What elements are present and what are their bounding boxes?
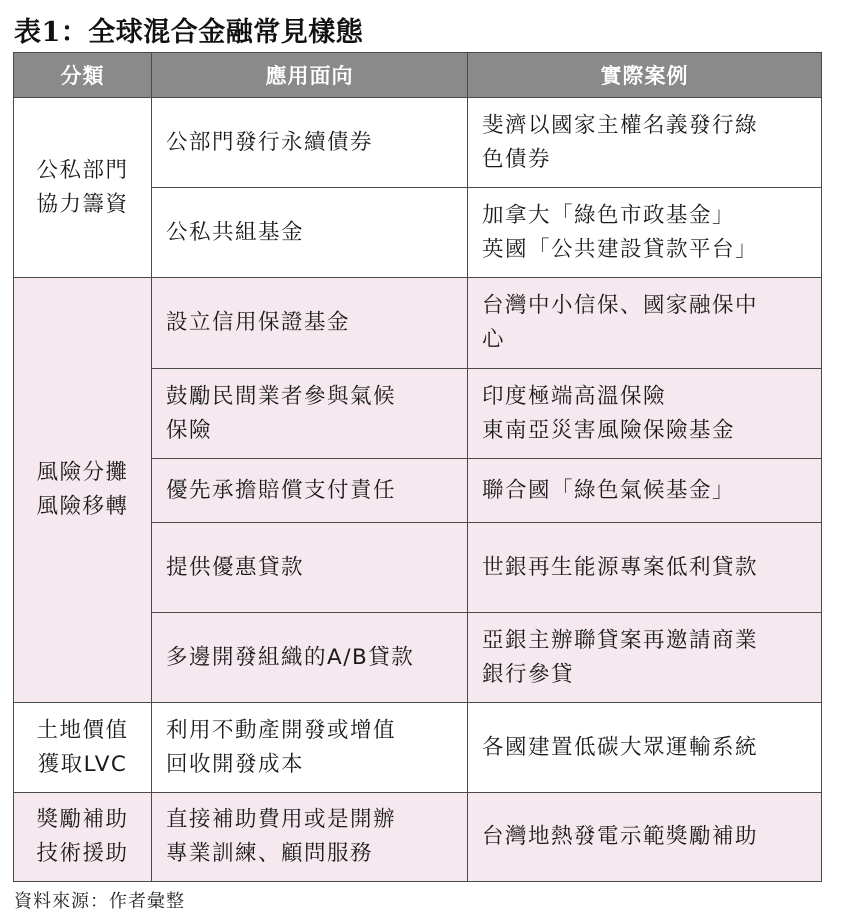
table-title: 表1：全球混合金融常見樣態 (14, 17, 364, 48)
category-cell: 風險分攤 風險移轉 (14, 278, 152, 703)
aspect-cell: 直接補助費用或是開辦 專業訓練、顧問服務 (152, 793, 468, 882)
example-cell: 台灣地熱發電示範獎勵補助 (468, 793, 822, 882)
category-cell: 獎勵補助 技術援助 (14, 793, 152, 882)
aspect-cell: 提供優惠貸款 (152, 523, 468, 613)
category-cell: 土地價值 獲取LVC (14, 703, 152, 793)
aspect-cell: 設立信用保證基金 (152, 278, 468, 369)
header-aspect: 應用面向 (152, 53, 468, 98)
aspect-cell: 利用不動產開發或增值 回收開發成本 (152, 703, 468, 793)
example-cell: 聯合國「綠色氣候基金」 (468, 459, 822, 523)
table-row (14, 793, 822, 882)
hybrid-finance-table (13, 52, 822, 882)
table-row (14, 703, 822, 793)
example-cell: 印度極端高溫保險 東南亞災害風險保險基金 (468, 369, 822, 459)
header-example: 實際案例 (468, 53, 822, 98)
example-cell: 各國建置低碳大眾運輸系統 (468, 703, 822, 793)
header-row (14, 53, 822, 98)
table-row (14, 278, 822, 369)
aspect-cell: 公私共組基金 (152, 188, 468, 278)
aspect-cell: 公部門發行永續債券 (152, 98, 468, 188)
example-cell: 世銀再生能源專案低利貸款 (468, 523, 822, 613)
aspect-cell: 多邊開發組織的A/B貸款 (152, 613, 468, 703)
aspect-cell: 鼓勵民間業者參與氣候 保險 (152, 369, 468, 459)
example-cell: 加拿大「綠色市政基金」 英國「公共建設貸款平台」 (468, 188, 822, 278)
aspect-cell: 優先承擔賠償支付責任 (152, 459, 468, 523)
example-cell: 台灣中小信保、國家融保中 心 (468, 278, 822, 369)
source-note: 資料來源：作者彙整 (14, 891, 185, 912)
example-cell: 斐濟以國家主權名義發行綠 色債券 (468, 98, 822, 188)
table-row (14, 98, 822, 188)
category-cell: 公私部門 協力籌資 (14, 98, 152, 278)
example-cell: 亞銀主辦聯貸案再邀請商業 銀行參貸 (468, 613, 822, 703)
header-category: 分類 (14, 53, 152, 98)
